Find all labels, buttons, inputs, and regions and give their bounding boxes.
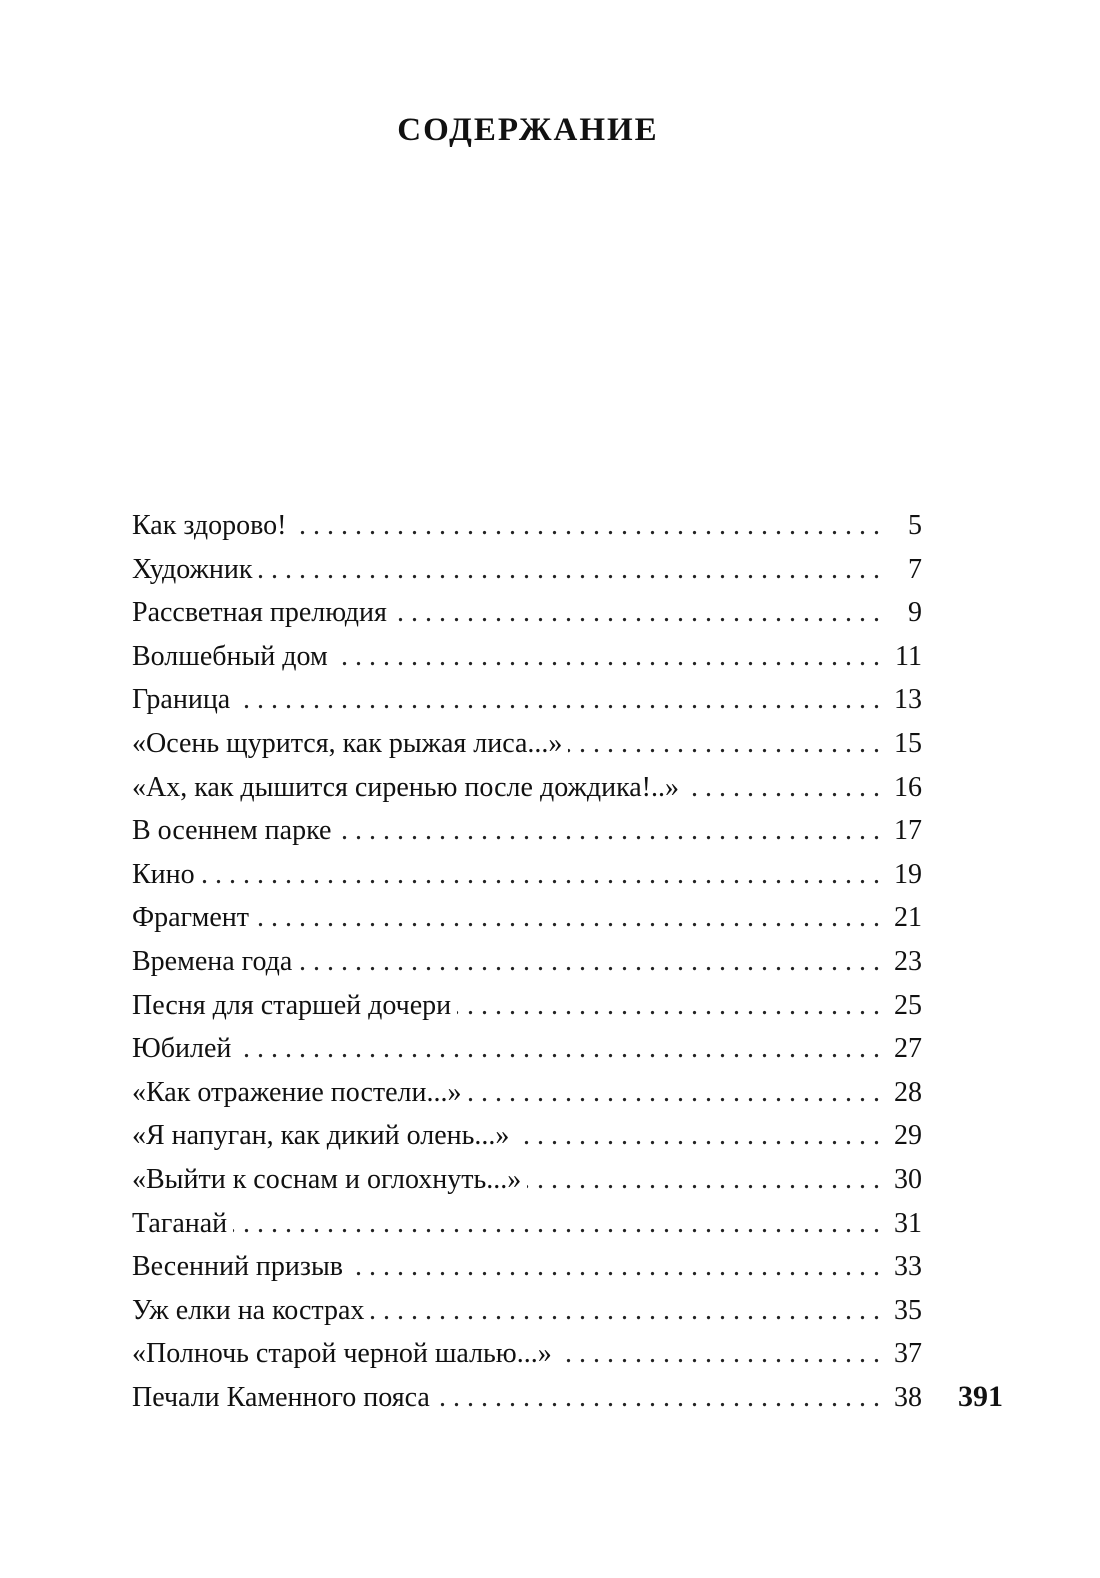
dot-leader: [334, 635, 880, 679]
dot-leader: [293, 504, 881, 548]
toc-entry-title: Таганай: [132, 1207, 228, 1239]
toc-entry[interactable]: [132, 1332, 922, 1376]
dot-leader: [258, 548, 880, 592]
toc-entry-title: Печали Каменного пояса: [132, 1381, 430, 1413]
dot-leader: [337, 809, 880, 853]
toc-entry-title: Юбилей: [132, 1033, 232, 1065]
toc-entry-title: Рассветная прелюдия: [132, 597, 387, 629]
toc-entry-title: Времена года: [132, 945, 293, 977]
dot-leader: [237, 1027, 880, 1071]
toc-entry-page: 7: [908, 553, 922, 585]
dot-leader: [558, 1332, 880, 1376]
toc-entry-title: Уж елки на кострах: [132, 1294, 365, 1326]
toc-entry-title: Фрагмент: [132, 902, 250, 934]
dot-leader: [370, 1289, 880, 1333]
page-title: СОДЕРЖАНИЕ: [397, 112, 659, 148]
toc-entry[interactable]: [132, 1027, 922, 1071]
toc-entry[interactable]: [132, 984, 922, 1028]
dot-leader: [349, 1245, 880, 1289]
toc-entry-page: 17: [894, 815, 922, 847]
toc-entry[interactable]: [132, 896, 922, 940]
toc-entry-page: 11: [895, 640, 922, 672]
toc-entry-title: «Ах, как дышится сиренью после дождика!..»: [132, 771, 679, 803]
toc-entry[interactable]: [132, 1202, 922, 1246]
dot-leader: [468, 1071, 880, 1115]
toc-entry[interactable]: [132, 1245, 922, 1289]
toc-entry-page: 13: [894, 684, 922, 716]
dot-leader: [527, 1158, 880, 1202]
dot-leader: [393, 591, 880, 635]
toc-entry-page: 28: [894, 1076, 922, 1108]
toc-entry[interactable]: [132, 940, 922, 984]
dot-leader: [568, 722, 880, 766]
toc-entry[interactable]: [132, 1376, 922, 1420]
toc-entry-page: 31: [894, 1207, 922, 1239]
toc-entry[interactable]: [132, 591, 922, 635]
toc-entry-title: Граница: [132, 684, 231, 716]
toc-entry[interactable]: [132, 1114, 922, 1158]
dot-leader: [436, 1376, 880, 1420]
toc-entry[interactable]: [132, 853, 922, 897]
toc-entry-title: Песня для старшей дочери: [132, 989, 452, 1021]
toc-entry[interactable]: [132, 504, 922, 548]
toc-entry-page: 25: [894, 989, 922, 1021]
table-of-contents: [132, 504, 922, 1419]
toc-entry-title: Весенний призыв: [132, 1251, 343, 1283]
toc-entry[interactable]: [132, 1071, 922, 1115]
toc-entry-page: 37: [894, 1338, 922, 1370]
toc-entry-page: 30: [894, 1163, 922, 1195]
toc-entry-title: «Осень щурится, как рыжая лиса...»: [132, 727, 563, 759]
toc-entry-title: «Полночь старой черной шалью...»: [132, 1338, 552, 1370]
dot-leader: [298, 940, 880, 984]
dot-leader: [255, 896, 880, 940]
toc-entry-page: 21: [894, 902, 922, 934]
toc-entry-page: 35: [894, 1294, 922, 1326]
toc-entry-page: 16: [894, 771, 922, 803]
toc-entry[interactable]: [132, 766, 922, 810]
toc-entry-title: «Я напуган, как дикий олень...»: [132, 1120, 510, 1152]
toc-entry-title: «Как отражение постели...»: [132, 1076, 462, 1108]
toc-entry-page: 29: [894, 1120, 922, 1152]
dot-leader: [685, 766, 880, 810]
toc-entry[interactable]: [132, 1289, 922, 1333]
toc-entry[interactable]: [132, 722, 922, 766]
toc-entry[interactable]: [132, 548, 922, 592]
toc-entry-page: 5: [908, 510, 922, 541]
dot-leader: [515, 1114, 880, 1158]
toc-entry[interactable]: [132, 1158, 922, 1202]
page-number: 391: [958, 1380, 1003, 1413]
toc-entry-title: Кино: [132, 858, 195, 890]
toc-entry-page: 9: [908, 597, 922, 629]
toc-entry-page: 15: [894, 727, 922, 759]
toc-entry-page: 38: [894, 1381, 922, 1413]
toc-entry-title: Волшебный дом: [132, 640, 328, 672]
dot-leader: [236, 678, 880, 722]
toc-entry-title: Как здорово!: [132, 510, 287, 541]
toc-entry-title: Художник: [132, 553, 253, 585]
toc-entry-page: 23: [894, 945, 922, 977]
toc-entry[interactable]: [132, 678, 922, 722]
toc-entry-title: В осеннем парке: [132, 815, 332, 847]
toc-entry[interactable]: [132, 809, 922, 853]
toc-entry-title: «Выйти к соснам и оглохнуть...»: [132, 1163, 522, 1195]
dot-leader: [201, 853, 880, 897]
toc-entry[interactable]: [132, 635, 922, 679]
toc-entry-page: 33: [894, 1251, 922, 1283]
dot-leader: [457, 984, 880, 1028]
dot-leader: [233, 1202, 880, 1246]
toc-entry-page: 19: [894, 858, 922, 890]
toc-entry-page: 27: [894, 1033, 922, 1065]
